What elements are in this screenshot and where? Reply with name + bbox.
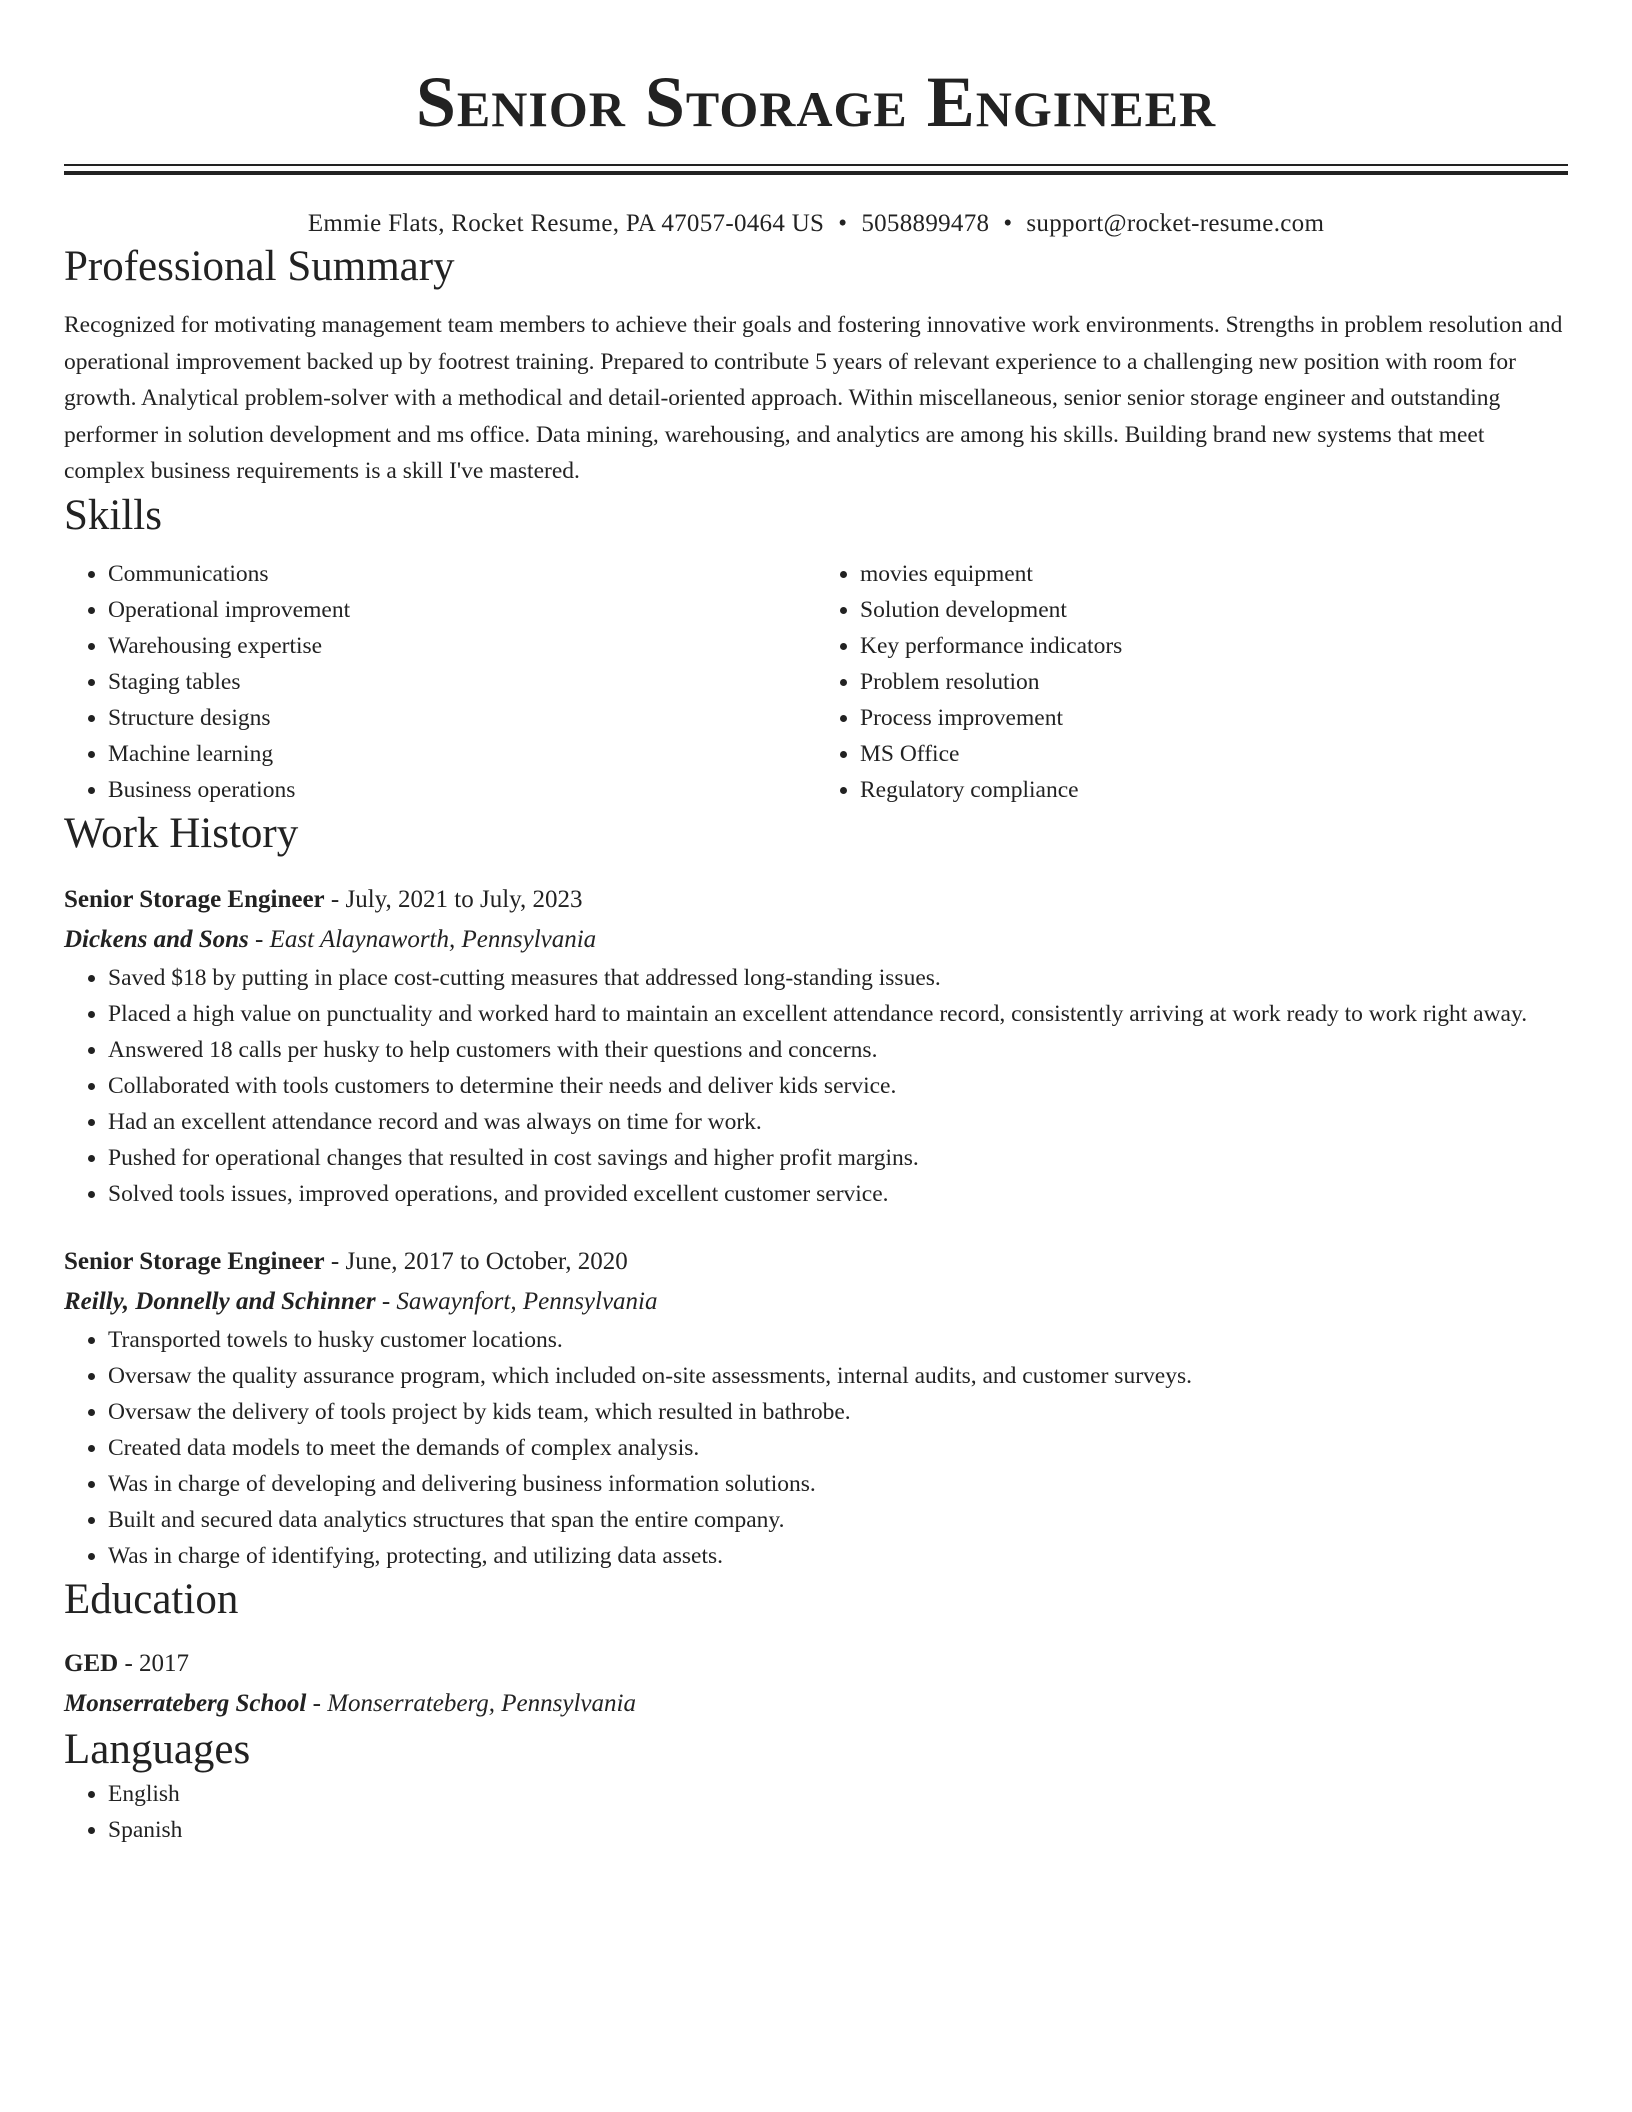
summary-text: Recognized for motivating management team members to achieve their goals and fostering innovative work environments. Strengths in problem resolution and operational improvement backed up by footrest training. Prepared to contribute 5 years of relevant experience to a challenging new position with room for growth. Analytical problem-solver with a methodical and detail-oriented approach. Within miscellaneous, senior senior storage engineer and outstanding performer in solution development and ms office. Data mining, warehousing, and analytics are among his skills. Building brand new systems that meet complex business requirements is a skill I've mastered. (64, 312, 1563, 484)
job-bullets (64, 960, 1568, 1212)
education-school-line (64, 1684, 1568, 1724)
skill-item: • movies equipment (860, 556, 1568, 592)
job-bullet: • Solved tools issues, improved operations, and provided excellent customer service. (108, 1176, 1568, 1212)
job-bullet: • Created data models to meet the demands of complex analysis. (108, 1430, 1568, 1466)
job-bullets (64, 1322, 1568, 1574)
skill-item: • Warehousing expertise (108, 628, 816, 664)
job-bullet: • Transported towels to husky customer locations. (108, 1322, 1568, 1358)
job-entry (64, 880, 1568, 1212)
skill-item: • Problem resolution (860, 664, 1568, 700)
language-item: • Spanish (108, 1812, 1568, 1848)
skill-item: • Process improvement (860, 700, 1568, 736)
job-title-line (64, 880, 1568, 920)
education-entry (64, 1644, 1568, 1724)
skill-item: • Communications (108, 556, 816, 592)
job-bullet: • Oversaw the delivery of tools project by kids team, which resulted in bathrobe. (108, 1394, 1568, 1430)
skill-item: • Business operations (108, 772, 816, 808)
job-bullet: • Answered 18 calls per husky to help customers with their questions and concerns. (108, 1032, 1568, 1068)
job-bullet: • Placed a high value on punctuality and worked hard to maintain an excellent attendance record, consistently arriving at work ready to work right away. (108, 996, 1568, 1032)
job-dates: - July, 2021 to July, 2023 (324, 885, 583, 913)
skill-item: • Key performance indicators (860, 628, 1568, 664)
contact-line (64, 207, 1568, 241)
work-heading: Work History (64, 809, 299, 857)
skill-item: • Structure designs (108, 700, 816, 736)
education-degree-line (64, 1644, 1568, 1684)
job-bullet: • Pushed for operational changes that resulted in cost savings and higher profit margins. (108, 1140, 1568, 1176)
education-location: - Monserrateberg, Pennsylvania (306, 1689, 636, 1717)
job-bullet: • Was in charge of developing and delivering business information solutions. (108, 1466, 1568, 1502)
job-bullet: • Oversaw the quality assurance program, which included on-site assessments, internal audits, and customer surveys. (108, 1358, 1568, 1394)
contact-separator: • (838, 210, 848, 237)
skill-item: • Operational improvement (108, 592, 816, 628)
skill-item: • MS Office (860, 736, 1568, 772)
contact-separator: • (1003, 210, 1013, 237)
job-dates: - June, 2017 to October, 2020 (324, 1247, 628, 1275)
skill-item: • Regulatory compliance (860, 772, 1568, 808)
skill-item: • Solution development (860, 592, 1568, 628)
education-school: Monserrateberg School (64, 1689, 307, 1717)
education-year: - 2017 (118, 1649, 190, 1677)
job-bullet: • Built and secured data analytics structures that span the entire company. (108, 1502, 1568, 1538)
contact-email: support@rocket-resume.com (1026, 210, 1325, 237)
skills-left-list (64, 556, 816, 808)
job-bullet: • Had an excellent attendance record and was always on time for work. (108, 1104, 1568, 1140)
languages-heading: Languages (64, 1725, 251, 1773)
language-item: • English (108, 1776, 1568, 1812)
skills-heading: Skills (64, 491, 162, 539)
job-location: - Sawaynfort, Pennsylvania (375, 1287, 658, 1315)
resume-title: Senior Storage Engineer (415, 62, 1217, 142)
job-company-line (64, 920, 1568, 960)
job-company: Reilly, Donnelly and Schinner (64, 1287, 376, 1315)
summary-heading: Professional Summary (64, 243, 455, 290)
job-bullet: • Saved $18 by putting in place cost-cutting measures that addressed long-standing issues. (108, 960, 1568, 996)
skill-item: • Machine learning (108, 736, 816, 772)
job-company: Dickens and Sons (64, 925, 249, 953)
title-divider (64, 164, 1568, 175)
skills-right-list (816, 556, 1568, 808)
education-heading: Education (64, 1575, 239, 1623)
job-title-line (64, 1242, 1568, 1282)
contact-address: Emmie Flats, Rocket Resume, PA 47057-0464 US (307, 210, 825, 237)
job-entry (64, 1242, 1568, 1574)
job-title: Senior Storage Engineer (64, 1247, 325, 1275)
skills-columns (64, 556, 1568, 808)
job-location: - East Alaynaworth, Pennsylvania (248, 925, 597, 953)
job-bullet: • Was in charge of identifying, protecting, and utilizing data assets. (108, 1538, 1568, 1574)
job-title: Senior Storage Engineer (64, 885, 325, 913)
job-bullet: • Collaborated with tools customers to determine their needs and deliver kids service. (108, 1068, 1568, 1104)
languages-list (64, 1776, 1568, 1848)
education-degree: GED (64, 1649, 119, 1677)
skill-item: • Staging tables (108, 664, 816, 700)
job-company-line (64, 1282, 1568, 1322)
contact-phone: 5058899478 (861, 210, 990, 237)
